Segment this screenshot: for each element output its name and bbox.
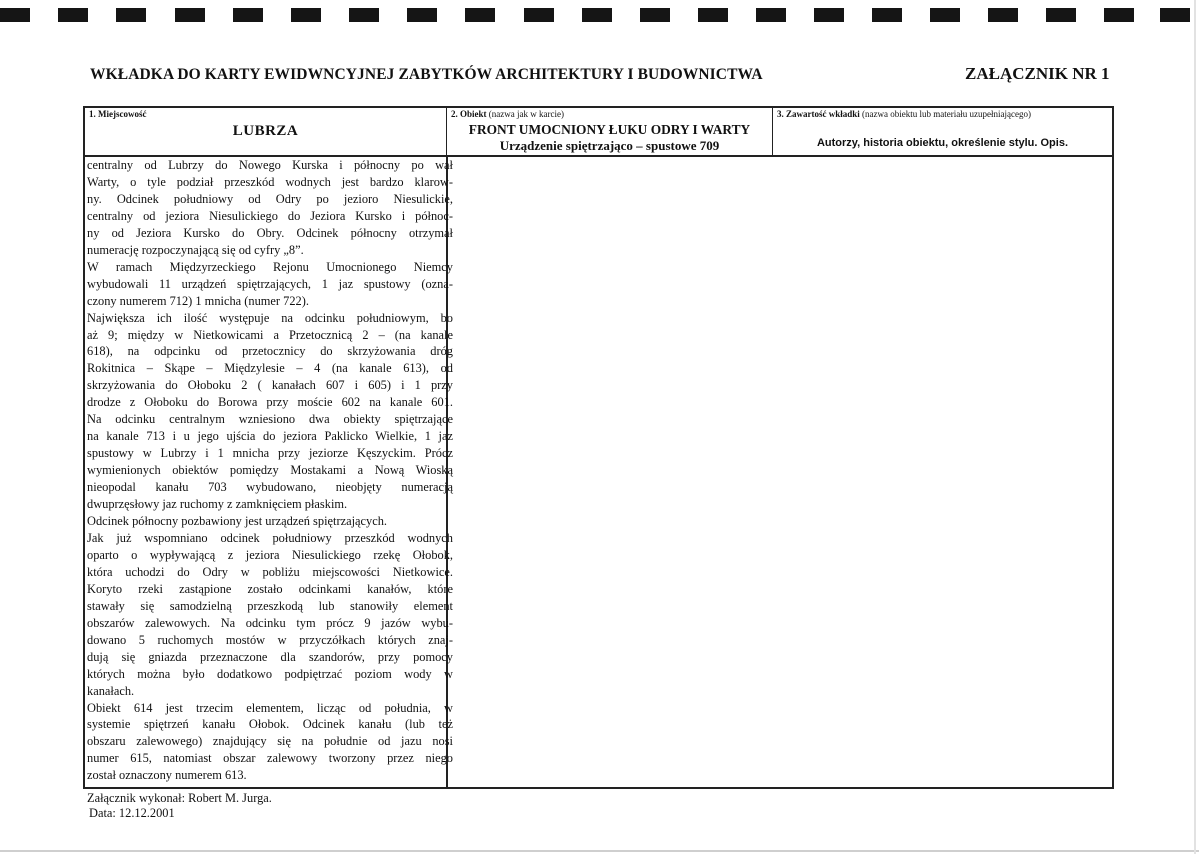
binding-hole — [58, 8, 88, 22]
binding-hole — [872, 8, 902, 22]
binding-holes-strip — [0, 0, 1199, 26]
binding-hole — [930, 8, 960, 22]
binding-hole — [756, 8, 786, 22]
field-object-value-line2: Urządzenie spiętrzająco – spustowe 709 — [499, 138, 720, 153]
body-line: których można było dodatkowo podpiętrzać poziom wody w — [87, 666, 453, 681]
field-object — [447, 108, 773, 157]
body-line: systemie spiętrzeń kanału Ołobok. Odcinek kanału (lub też — [87, 717, 453, 732]
body-line: na kanale 713 i u jego ujścia do jeziora Paklicko Wielkie, 1 jaz — [87, 429, 453, 444]
footer-author: Załącznik wykonał: Robert M. Jurga. — [87, 791, 272, 805]
document-title: WKŁADKA DO KARTY EWIDWNCYJNEJ ZABYTKÓW ARCHITEKTURY I BUDOWNICTWA — [90, 66, 763, 83]
binding-hole — [988, 8, 1018, 22]
body-line: obszaru zalewowego) znajdujący się na południe od jazu nosi — [87, 734, 453, 749]
body-line: dowano 5 ruchomych mostów w przyczółkach których znaj- — [87, 632, 453, 647]
field-contents-label: 3. Zawartość wkładki — [777, 109, 860, 119]
body-line: obszarów zalewowych. Na odcinku tym prócz 9 jazów wybu- — [87, 615, 453, 630]
body-line: Warty, o tyle podział przeszkód wodnych jest bardzo klarow- — [87, 174, 453, 189]
body-line: która uchodzi do Odry w pobliżu miejscowości Nietkowice. — [87, 564, 453, 579]
body-line: ny. Odcinek południowy od Odry po jezioro Niesulickie, — [87, 191, 453, 206]
binding-hole — [640, 8, 670, 22]
field-contents-value: Autorzy, historia obiektu, określenie stylu. Opis. — [816, 137, 1069, 149]
binding-hole — [175, 8, 205, 22]
field-object-label: 2. Obiekt — [451, 109, 487, 119]
body-line: Rokitnica – Skąpe – Międzylesie – 4 (na kanale 613), od — [87, 361, 453, 376]
binding-hole — [233, 8, 263, 22]
field-locality — [85, 108, 447, 157]
body-line: Na odcinku centralnym wzniesiono dwa obiekty spiętrzające — [87, 412, 453, 427]
binding-hole — [1104, 8, 1134, 22]
body-line: wymienionych obiektów pomiędzy Mostakami a Nową Wioską — [87, 463, 453, 478]
body-line: oparto o wypływającą z jeziora Niesulickiego rzekę Ołobok, — [87, 547, 453, 562]
field-contents — [773, 108, 1112, 157]
body-line: centralny od Lubrzy do Nowego Kurska i północny po wał — [87, 158, 453, 172]
body-line: dują się gniazda przeznaczone dla szandorów, przy pomocy — [87, 649, 453, 664]
body-line: czony numerem 712) 1 mnicha (numer 722). — [87, 293, 309, 308]
body-line: stawały się samodzielną przeszkodą lub stanowiły element — [87, 598, 453, 613]
binding-hole — [524, 8, 554, 22]
page-edge-right — [1194, 0, 1196, 854]
body-line: Koryto rzeki zastąpione zostało odcinkami kanałów, które — [87, 581, 453, 596]
binding-hole — [698, 8, 728, 22]
page-edge-bottom — [0, 850, 1199, 852]
body-line: Jak już wspomniano odcinek południowy przeszkód wodnych — [87, 530, 453, 545]
body-line: Odcinek północny pozbawiony jest urządzeń spiętrzających. — [87, 514, 388, 529]
body-line: wybudowali 11 urządzeń spiętrzających, 1 jaz spustowy (ozna- — [87, 276, 453, 291]
body-line: spustowy w Lubrzy i 1 mnicha przy jeziorze Kęszyckim. Prócz — [87, 446, 453, 461]
binding-hole — [407, 8, 437, 22]
body-line: W ramach Międzyrzeckiego Rejonu Umocnionego Niemcy — [87, 259, 453, 274]
body-line: numerację rozpoczynającą się od cyfry „8”. — [87, 242, 304, 257]
body-line: został oznaczony numerem 613. — [87, 768, 247, 783]
binding-hole — [465, 8, 495, 22]
field-object-note: (nazwa jak w karcie) — [488, 109, 564, 119]
binding-hole — [291, 8, 321, 22]
body-line: Największa ich ilość występuje na odcinku południowym, bo — [87, 310, 453, 325]
binding-hole — [1046, 8, 1076, 22]
field-locality-label: 1. Miejscowość — [89, 109, 147, 119]
binding-hole — [1160, 8, 1190, 22]
footer-date: Data: 12.12.2001 — [89, 806, 175, 820]
binding-hole — [814, 8, 844, 22]
binding-hole — [0, 8, 30, 22]
binding-hole — [582, 8, 612, 22]
body-line: nieopodal kanału 703 wybudowano, nieobjęty numeracją — [87, 480, 453, 495]
field-locality-value: LUBRZA — [232, 123, 299, 139]
annex-number: ZAŁĄCZNIK NR 1 — [965, 64, 1110, 83]
field-object-value-line1: FRONT UMOCNIONY ŁUKU ODRY I WARTY — [468, 122, 751, 137]
binding-hole — [116, 8, 146, 22]
body-text — [87, 157, 453, 784]
footer — [87, 791, 272, 821]
body-line: skrzyżowania do Ołoboku 2 ( kanałach 607 i 605) i 1 przy — [87, 378, 453, 393]
body-line: centralny od jeziora Niesulickiego do Jeziora Kursko i północ- — [87, 208, 453, 223]
binding-hole — [349, 8, 379, 22]
body-line: dwuprzęsłowy jaz ruchomy z zamknięciem płaskim. — [87, 497, 348, 512]
body-line: numer 615, natomiast obszar zalewowy tworzony przez niego — [87, 751, 453, 766]
body-line: kanałach. — [87, 683, 135, 698]
body-line: drodze z Ołoboku do Borowa przy moście 602 na kanale 601. — [87, 395, 453, 410]
body-line: Obiekt 614 jest trzecim elementem, licząc od południa, w — [87, 700, 453, 715]
field-contents-note: (nazwa obiektu lub materiału uzupełniającego) — [862, 109, 1031, 119]
body-line: ny od Jeziora Kursko do Obry. Odcinek północny otrzymał — [87, 225, 453, 240]
body-line: 618), na odpcinku od przetocznicy do skrzyżowania dróg — [87, 344, 453, 359]
body-line: aż 9; między w Nietkowicami a Przetocznicą 2 – (na kanale — [87, 327, 453, 342]
